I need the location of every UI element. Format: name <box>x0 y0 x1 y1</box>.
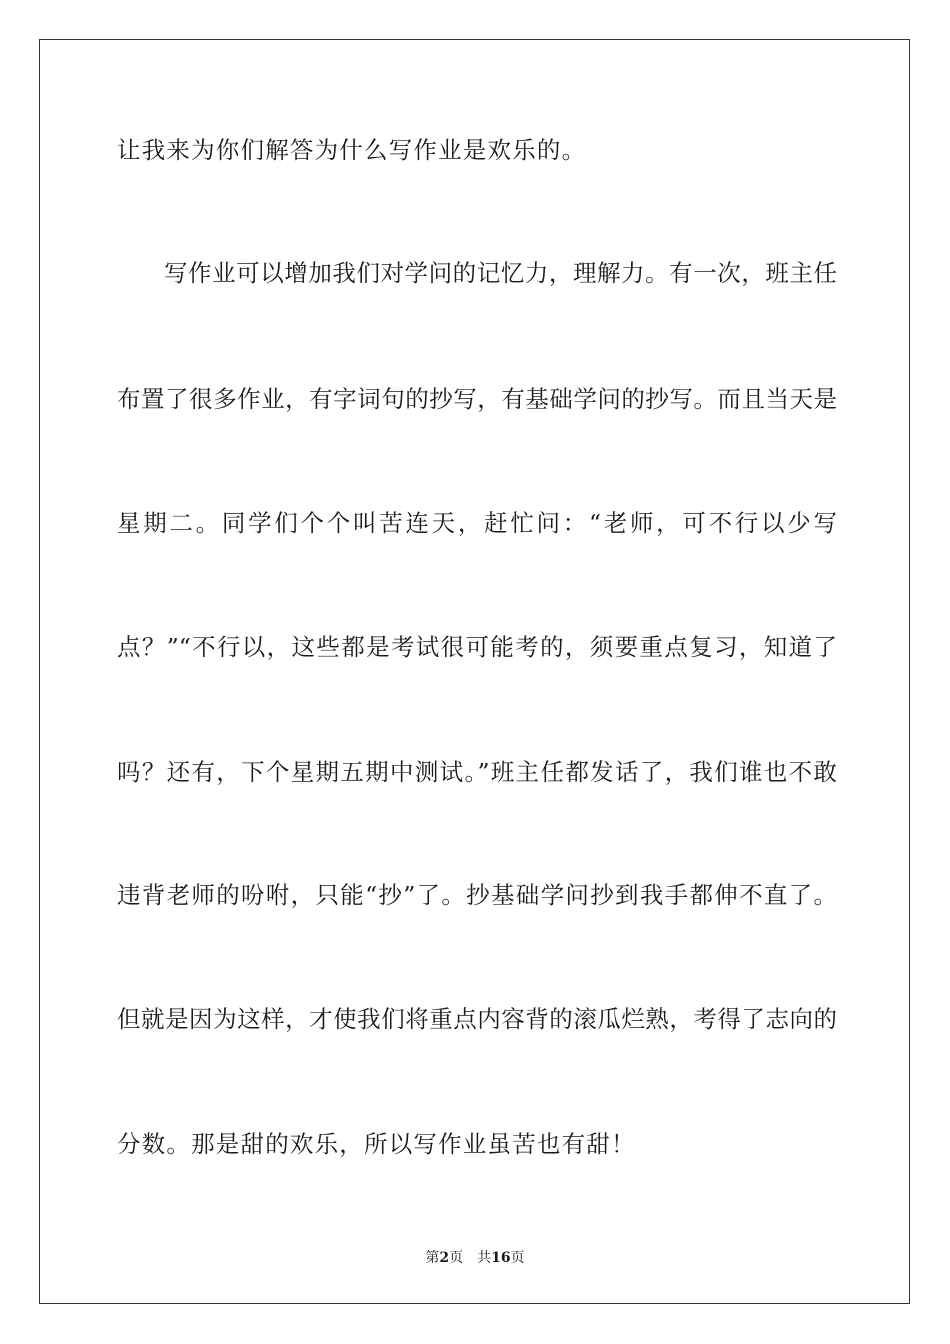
paragraph-line-4: 星期二。同学们个个叫苦连天，赶忙问：“老师，可不行以少写 <box>117 509 837 537</box>
paragraph-line-6: 吗？还有，下个星期五期中测试。”班主任都发话了，我们谁也不敢 <box>117 758 837 786</box>
paragraph-line-9: 分数。那是甜的欢乐，所以写作业虽苦也有甜！ <box>117 1130 636 1158</box>
page-footer <box>0 1247 950 1267</box>
paragraph-line-2: 写作业可以增加我们对学问的记忆力，理解力。有一次，班主任 <box>164 259 837 287</box>
paragraph-line-3: 布置了很多作业，有字词句的抄写，有基础学问的抄写。而且当天是 <box>117 385 837 413</box>
footer-total-number: 16 <box>491 1250 511 1266</box>
footer-page-prefix: 第 <box>425 1250 440 1266</box>
footer-page-number: 2 <box>439 1250 450 1266</box>
page-border <box>39 39 910 1304</box>
paragraph-line-7: 违背老师的吩咐，只能“抄”了。抄基础学问抄到我手都伸不直了。 <box>117 881 837 909</box>
footer-page-suffix: 页 <box>449 1250 464 1266</box>
footer-total-suffix: 页 <box>510 1250 525 1266</box>
paragraph-line-8: 但就是因为这样，才使我们将重点内容背的滚瓜烂熟，考得了志向的 <box>117 1005 837 1033</box>
paragraph-line-1: 让我来为你们解答为什么写作业是欢乐的。 <box>117 136 587 164</box>
paragraph-line-5: 点？”“不行以，这些都是考试很可能考的，须要重点复习，知道了 <box>117 633 837 661</box>
footer-total-prefix: 共 <box>477 1250 492 1266</box>
